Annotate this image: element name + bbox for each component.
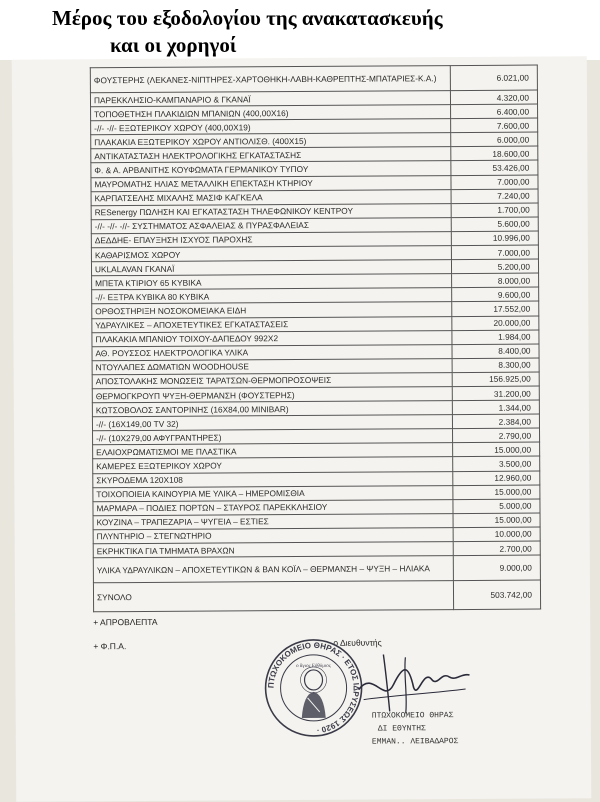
expense-description: ΤΟΠΟΘΕΤΗΣΗ ΠΛΑΚΙΔΙΩΝ ΜΠΑΝΙΩΝ (400,00Χ16) xyxy=(91,105,451,121)
expense-amount: 15.000,00 xyxy=(452,485,539,500)
expense-description: ΕΚΡΗΚΤΙΚΑ ΓΙΑ ΤΜΗΜΑΤΑ ΒΡΑΧΩΝ xyxy=(93,542,453,558)
page-title xyxy=(0,0,600,60)
expense-amount: 20.000,00 xyxy=(451,316,538,331)
stamp-line-2: ΔΙ ΕΘΥΝΤΗΣ xyxy=(377,724,426,734)
expense-amount: 7.600,00 xyxy=(450,118,537,133)
expense-amount: 53.426,00 xyxy=(450,161,537,176)
expense-description: ΜΠΕΤΑ ΚΤΙΡΙΟΥ 65 ΚΥΒΙΚΑ xyxy=(92,274,452,290)
expense-amount: 7.000,00 xyxy=(451,175,538,190)
expense-description: ΜΑΥΡΟΜΑΤΗΣ ΗΛΙΑΣ ΜΕΤΑΛΛΙΚΗ ΕΠΕΚΤΑΣΗ ΚΤΗΡΙΟΥ xyxy=(91,175,451,191)
expense-amount: 8.400,00 xyxy=(452,344,539,359)
expense-description: RESenergy ΠΩΛΗΣΗ ΚΑΙ ΕΓΚΑΤΑΣΤΑΣΗ ΤΗΛΕΦΩΝΙΚΟΥ ΚΕΝΤΡΟΥ xyxy=(91,203,451,219)
expense-description: ΚΑΡΠΑΤΣΕΛΗΣ ΜΙΧΑΛΗΣ ΜΑΣΙΦ ΚΑΓΚΕΛΑ xyxy=(91,189,451,205)
expense-description: Φ. & Α. ΑΡΒΑΝΙΤΗΣ ΚΟΥΦΩΜΑΤΑ ΓΕΡΜΑΝΙΚΟΥ ΤΥΠΟΥ xyxy=(91,161,451,177)
expense-amount: 18.600,00 xyxy=(450,146,537,161)
expense-amount: 2.384,00 xyxy=(452,414,539,429)
director-label: ο Διευθυντής xyxy=(333,637,382,648)
expense-amount: 7.240,00 xyxy=(451,189,538,204)
expense-amount: 15.000,00 xyxy=(452,442,539,457)
seal-text: ΠΤΩΧΟΚΟΜΕΙΟ ΘΗΡΑΣ · ΕΤΟΣ ΙΔΡΥΣΕΩΣ 1920 · xyxy=(266,640,361,735)
expense-description: ΚΟΥΖΙΝΑ – ΤΡΑΠΕΖΑΡΙΑ – ΨΥΓΕΙΑ – ΕΣΤΙΕΣ xyxy=(93,513,453,529)
expense-amount: 6.400,00 xyxy=(450,104,537,119)
expense-amount: 12.960,00 xyxy=(452,471,539,486)
orphanage-seal xyxy=(263,638,364,739)
expense-description: ΑΝΤΙΚΑΤΑΣΤΑΣΗ ΗΛΕΚΤΡΟΛΟΓΙΚΗΣ ΕΓΚΑΤΑΣΤΑΣΗΣ xyxy=(91,147,451,163)
expense-amount: 8.000,00 xyxy=(451,273,538,288)
expense-description: ΥΛΙΚΑ ΥΔΡΑΥΛΙΚΩΝ – ΑΠΟΧΕΤΕΥΤΙΚΩΝ & ΒΑΝ ΚΟΪΛ – ΘΕΡΜΑΝΣΗ – ΨΥΞΗ – ΗΛΙΑΚΑ xyxy=(93,556,453,583)
expense-amount: 9.600,00 xyxy=(451,287,538,302)
expense-description: ΝΤΟΥΛΑΠΕΣ ΔΩΜΑΤΙΩΝ WOODHOUSE xyxy=(92,358,452,374)
expense-amount: 156.925,00 xyxy=(452,372,539,387)
stamp-line-3: ΕΜΜΑΝ.. ΛΕΙΒΑΔΑΡΟΣ xyxy=(371,737,459,747)
expense-description: ΚΑΘΑΡΙΣΜΟΣ ΧΩΡΟΥ xyxy=(91,246,451,262)
expense-description: ΚΑΜΕΡΕΣ ΕΞΩΤΕΡΙΚΟΥ ΧΩΡΟΥ xyxy=(93,457,453,473)
expense-description: ΤΟΙΧΟΠΟΙΕΙΑ ΚΑΙΝΟΥΡΙΑ ΜΕ ΥΛΙΚΑ – ΗΜΕΡΟΜΙΣΘΙΑ xyxy=(93,485,453,501)
title-line-2: και οι χορηγοί xyxy=(110,33,237,57)
expense-amount: 8.300,00 xyxy=(452,358,539,373)
expense-amount: 2.790,00 xyxy=(452,428,539,443)
expense-description: ΠΛΑΚΑΚΙΑ ΕΞΩΤΕΡΙΚΟΥ ΧΩΡΟΥ ΑΝΤΙΟΛΙΣΘ. (400Χ15) xyxy=(91,133,451,149)
total-label: ΣΥΝΟΛΟ xyxy=(93,581,453,612)
expense-amount: 31.200,00 xyxy=(452,386,539,401)
expense-amount: 5.200,00 xyxy=(451,259,538,274)
expense-amount: 9.000,00 xyxy=(453,555,541,581)
expense-amount: 1.700,00 xyxy=(451,203,538,218)
expense-amount: 10.996,00 xyxy=(451,231,538,246)
expense-description: ΣΚΥΡΟΔΕΜΑ 120Χ108 xyxy=(93,471,453,487)
official-stamp xyxy=(372,709,459,749)
note-vat: + Φ.Π.Α. xyxy=(93,641,127,652)
seal-inner-text: ο ἅγιος Εὐθύμιος xyxy=(296,663,331,670)
expense-amount: 7.000,00 xyxy=(451,245,538,260)
expense-table xyxy=(90,65,541,613)
expense-description: ΚΩΤΣΟΒΟΛΟΣ ΣΑΝΤΟΡΙΝΗΣ (16Χ84,00 MINIBAR) xyxy=(92,401,452,417)
expense-document xyxy=(12,56,592,801)
expense-description: ΘΕΡΜΟΓΚΡΟΥΠ ΨΥΞΗ-ΘΕΡΜΑΝΣΗ (ΦΟΥΣΤΕΡΗΣ) xyxy=(92,387,452,403)
expense-description: ΑΠΟΣΤΟΛΑΚΗΣ ΜΟΝΩΣΕΙΣ ΤΑΡΑΤΣΩΝ-ΘΕΡΜΟΠΡΟΣΟΨΕΙΣ xyxy=(92,372,452,388)
expense-description: ΟΡΘΟΣΤΗΡΙΞΗ ΝΟΣΟΚΟΜΕΙΑΚΑ ΕΙΔΗ xyxy=(92,302,452,318)
expense-description: -//- -//- ΕΞΩΤΕΡΙΚΟΥ ΧΩΡΟΥ (400,00Χ19) xyxy=(91,119,451,135)
expense-description: -//- (16Χ149,00 TV 32) xyxy=(92,415,452,431)
expense-row xyxy=(90,65,537,93)
expense-description: ΕΛΑΙΟΧΡΩΜΑΤΙΣΜΟΙ ΜΕ ΠΛΑΣΤΙΚΑ xyxy=(93,443,453,459)
expense-description: -//- ΕΞΤΡΑ ΚΥΒΙΚΑ 80 ΚΥΒΙΚΑ xyxy=(92,288,452,304)
expense-description: -//- (10Χ279,00 ΑΦΥΓΡΑΝΤΗΡΕΣ) xyxy=(93,429,453,445)
note-unforeseen: + ΑΠΡΟΒΛΕΠΤΑ xyxy=(93,616,158,628)
expense-description: ΦΟΥΣΤΕΡΗΣ (ΛΕΚΑΝΕΣ-ΝΙΠΤΗΡΕΣ-ΧΑΡΤΟΘΗΚΗ-ΛΑΒΗ-ΚΑΘΡΕΠΤΗΣ-ΜΠΑΤΑΡΙΕΣ-Κ.Α.) xyxy=(90,66,450,93)
expense-amount: 1.984,00 xyxy=(452,330,539,345)
expense-row xyxy=(93,555,540,583)
expense-amount: 6.000,00 xyxy=(450,132,537,147)
expense-description: ΠΛΥΝΤΗΡΙΟ – ΣΤΕΓΝΩΤΗΡΙΟ xyxy=(93,527,453,543)
total-row xyxy=(93,580,540,612)
expense-amount: 1.344,00 xyxy=(452,400,539,415)
stamp-line-1: ΠΤΩΧΟΚΟΜΕΙΟ ΘΗΡΑΣ xyxy=(371,711,454,721)
expense-amount: 6.021,00 xyxy=(450,65,538,91)
expense-amount: 10.000,00 xyxy=(453,527,540,542)
expense-description: ΔΕΔΔΗΕ- ΕΠΑΥΞΗΣΗ ΙΣΧΥΟΣ ΠΑΡΟΧΗΣ xyxy=(91,232,451,248)
expense-description: ΑΘ. ΡΟΥΣΣΟΣ ΗΛΕΚΤΡΟΛΟΓΙΚΑ ΥΛΙΚΑ xyxy=(92,344,452,360)
expense-amount: 15.000,00 xyxy=(453,513,540,528)
total-amount: 503.742,00 xyxy=(453,580,541,610)
expense-description: ΠΑΡΕΚΚΛΗΣΙΟ-ΚΑΜΠΑΝΑΡΙΟ & ΓΚΑΝΑΪ xyxy=(90,91,450,107)
expense-amount: 4.320,00 xyxy=(450,90,537,105)
expense-description: -//- -//- -//- ΣΥΣΤΗΜΑΤΟΣ ΑΣΦΑΛΕΙΑΣ & ΠΥΡΑΣΦΑΛΕΙΑΣ xyxy=(91,217,451,233)
title-line-1: Μέρος του εξοδολογίου της ανακατασκευής xyxy=(52,6,443,30)
expense-description: ΜΑΡΜΑΡΑ – ΠΟΔΙΕΣ ΠΟΡΤΩΝ – ΣΤΑΥΡΟΣ ΠΑΡΕΚΚΛΗΣΙΟΥ xyxy=(93,499,453,515)
expense-amount: 5.600,00 xyxy=(451,217,538,232)
expense-description: ΥΔΡΑΥΛΙΚΕΣ – ΑΠΟΧΕΤΕΥΤΙΚΕΣ ΕΓΚΑΤΑΣΤΑΣΕΙΣ xyxy=(92,316,452,332)
expense-amount: 5.000,00 xyxy=(453,499,540,514)
expense-amount: 3.500,00 xyxy=(452,456,539,471)
expense-amount: 2.700,00 xyxy=(453,541,540,556)
expense-description: ΠΛΑΚΑΚΙΑ ΜΠΑΝΙΟΥ ΤΟΙΧΟΥ-ΔΑΠΕΔΟΥ 992Χ2 xyxy=(92,330,452,346)
expense-amount: 17.552,00 xyxy=(451,301,538,316)
expense-description: UKLALAVAN ΓΚΑΝΑΪ xyxy=(91,260,451,276)
